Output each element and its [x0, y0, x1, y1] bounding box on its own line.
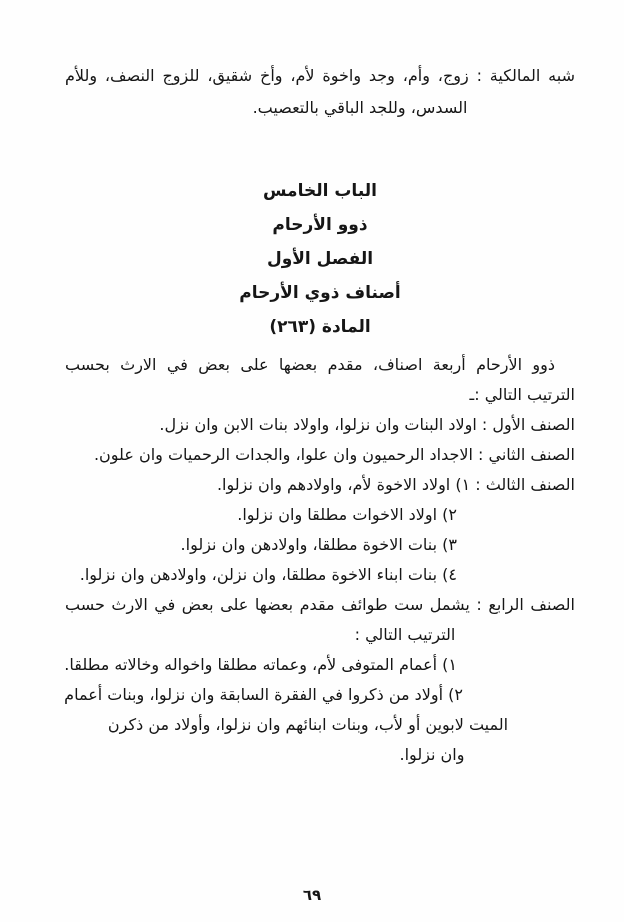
article-line: وان نزلوا. — [399, 745, 465, 764]
article-list-item: ١) أعمام المتوفى لأم، وعماته مطلقا واخواله وخالاته مطلقا. — [64, 655, 457, 674]
section-heading: الفصل الأول — [266, 249, 374, 269]
article-list-item: ٢) اولاد الاخوات مطلقا وان نزلوا. — [237, 505, 457, 524]
chapter-subject-heading: ذوو الأرحام — [272, 215, 368, 235]
article-line: الترتيب التالي :ـ — [469, 385, 575, 404]
article-list-item: ٢) أولاد من ذكروا في الفقرة السابقة وان نزلوا، وبنات أعمام — [64, 685, 463, 704]
article-line: الصنف الأول : اولاد البنات وان نزلوا، واولاد بنات الابن وان نزل. — [159, 415, 575, 434]
intro-line-2: السدس، وللجد الباقي بالتعصيب. — [252, 98, 468, 117]
page-number: ٦٩ — [302, 886, 322, 904]
article-line: ذوو الأرحام أربعة اصناف، مقدم بعضها على بعض في الارث بحسب — [65, 355, 555, 374]
article-line: الصنف الثاني : الاجداد الرحميون وان علوا، والجدات الرحميات وان علون. — [93, 445, 575, 464]
article-line: الميت لابوين أو لأب، وبنات ابنائهم وان نزلوا، وأولاد من ذكرن — [107, 715, 509, 734]
chapter-heading: الباب الخامس — [263, 181, 377, 201]
article-list-item: ٣) بنات الاخوة مطلقا، واولادهن وان نزلوا. — [180, 535, 457, 554]
article-line: الصنف الرابع : يشمل ست طوائف مقدم بعضها على بعض في الارث حسب — [65, 595, 575, 614]
headings-block — [65, 174, 575, 344]
article-number-heading: المادة (٢٦٣) — [269, 317, 371, 337]
article-body — [65, 350, 575, 770]
section-subject-heading: أصناف ذوي الأرحام — [239, 283, 401, 303]
article-line: الترتيب التالي : — [354, 625, 456, 644]
article-list-item: ٤) بنات ابناء الاخوة مطلقا، وان نزلن، واولادهن وان نزلوا. — [79, 565, 457, 584]
intro-line-1: شبه المالكية : زوج، وأم، وجد واخوة لأم، وأخ شقيق، للزوج النصف، وللأم — [65, 66, 575, 85]
article-line: الصنف الثالث : ١) اولاد الاخوة لأم، واولادهم وان نزلوا. — [216, 475, 575, 494]
